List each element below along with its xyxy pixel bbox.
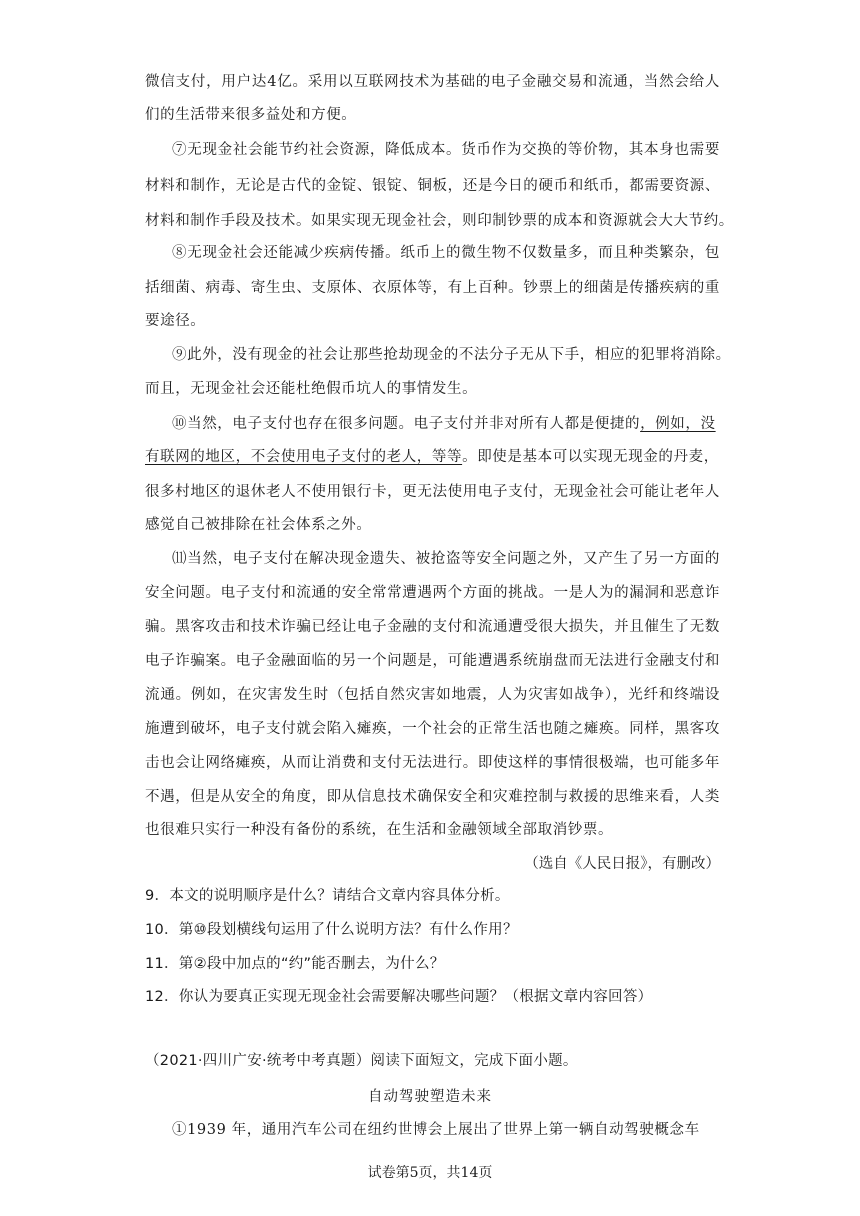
p6-line-1: 微信支付，用户达4亿。采用以互联网技术为基础的电子金融交易和流通，当然会给人	[145, 74, 720, 90]
p7-line-2: 材料和制作，无论是古代的金锭、银锭、铜板，还是今日的硬币和纸币，都需要资源、	[145, 178, 720, 194]
p10-line-1-text: ⑩当然，电子支付也存在很多问题。电子支付并非对所有人都是便捷的	[172, 416, 641, 432]
question-9: 9．本文的说明顺序是什么？请结合文章内容具体分析。	[145, 888, 510, 904]
p10-line-2	[145, 447, 720, 467]
p10-line-3: 很多村地区的退休老人不使用银行卡，更无法使用电子支付，无现金社会可能让老年人	[145, 484, 720, 500]
p8-line-3: 要途径。	[145, 313, 206, 329]
p11-line-5: 流通。例如，在灾害发生时（包括自然灾害如地震，人为灾害如战争），光纤和终端设	[145, 687, 720, 703]
question-12: 12．你认为要真正实现无现金社会需要解决哪些问题？（根据文章内容回答）	[145, 989, 653, 1005]
article-title: 自动驾驶塑造未来	[368, 1089, 492, 1105]
p11-line-1: ⑾当然，电子支付在解决现金遗失、被抢盗等安全问题之外，又产生了另一方面的	[172, 551, 720, 567]
p11-line-8: 不遇，但是从安全的角度，即从信息技术确保安全和灾难控制与救援的思维来看，人类	[145, 789, 720, 805]
p11-line-3: 骗。黑客攻击和技术诈骗已经让电子金融的支付和流通遭受很大损失，并且催生了无数	[145, 619, 720, 635]
p9-line-1: ⑨此外，没有现金的社会让那些抢劫现金的不法分子无从下手，相应的犯罪将消除。	[172, 347, 731, 363]
p10-underlined-sentence-b: 有联网的地区，不会使用电子支付的老人，等等	[145, 449, 463, 465]
page-footer: 试卷第5页，共14页	[367, 1165, 493, 1181]
question-10: 10．第⑩段划横线句运用了什么说明方法？有什么作用？	[145, 922, 518, 938]
p10-line-2-text: 。即使是基本可以实现无现金的丹麦，	[462, 449, 719, 465]
p11-line-4: 电子诈骗案。电子金融面临的另一个问题是，可能遭遇系统崩盘而无法进行金融支付和	[145, 653, 720, 669]
p8-line-2: 括细菌、病毒、寄生虫、支原体、衣原体等，有上百种。钞票上的细菌是传播疾病的重	[145, 280, 720, 296]
p9-line-2: 而且，无现金社会还能杜绝假币坑人的事情发生。	[145, 381, 478, 397]
source-citation: （选自《人民日报》，有删改）	[524, 856, 720, 872]
p11-line-7: 击也会让网络瘫痪，从而让消费和支付无法进行。即使这样的事情很极端，也可能多年	[145, 755, 720, 771]
p8-line-1: ⑧无现金社会还能减少疾病传播。纸币上的微生物不仅数量多，而且种类繁杂，包	[172, 245, 720, 261]
p7-line-3: 材料和制作手段及技术。如果实现无现金社会，则印制钞票的成本和资源就会大大节约。	[145, 213, 734, 229]
p7-line-1: ⑦无现金社会能节约社会资源，降低成本。货币作为交换的等价物，其本身也需要	[172, 142, 720, 158]
p10-line-4: 感觉自己被排除在社会体系之外。	[145, 517, 372, 533]
p11-line-9: 也很难只实行一种没有备份的系统，在生活和金融领域全部取消钞票。	[145, 822, 614, 838]
p11-line-6: 施遭到破坏，电子支付就会陷入瘫痪，一个社会的正常生活也随之瘫痪。同样，黑客攻	[145, 721, 720, 737]
p6-line-2: 们的生活带来很多益处和方便。	[145, 107, 357, 123]
p11-line-2: 安全问题。电子支付和流通的安全常常遭遇两个方面的挑战。一是人为的漏洞和恶意诈	[145, 585, 720, 601]
question-11: 11．第②段中加点的“约”能否删去，为什么？	[145, 956, 445, 972]
p10-line-1	[172, 414, 720, 434]
p10-underlined-sentence-a: ，例如，没	[640, 416, 716, 432]
next-p1-line-1: ①1939 年，通用汽车公司在纽约世博会上展出了世界上第一辆自动驾驶概念车	[172, 1122, 700, 1138]
section-intro: （2021·四川广安·统考中考真题）阅读下面短文，完成下面小题。	[145, 1053, 578, 1069]
